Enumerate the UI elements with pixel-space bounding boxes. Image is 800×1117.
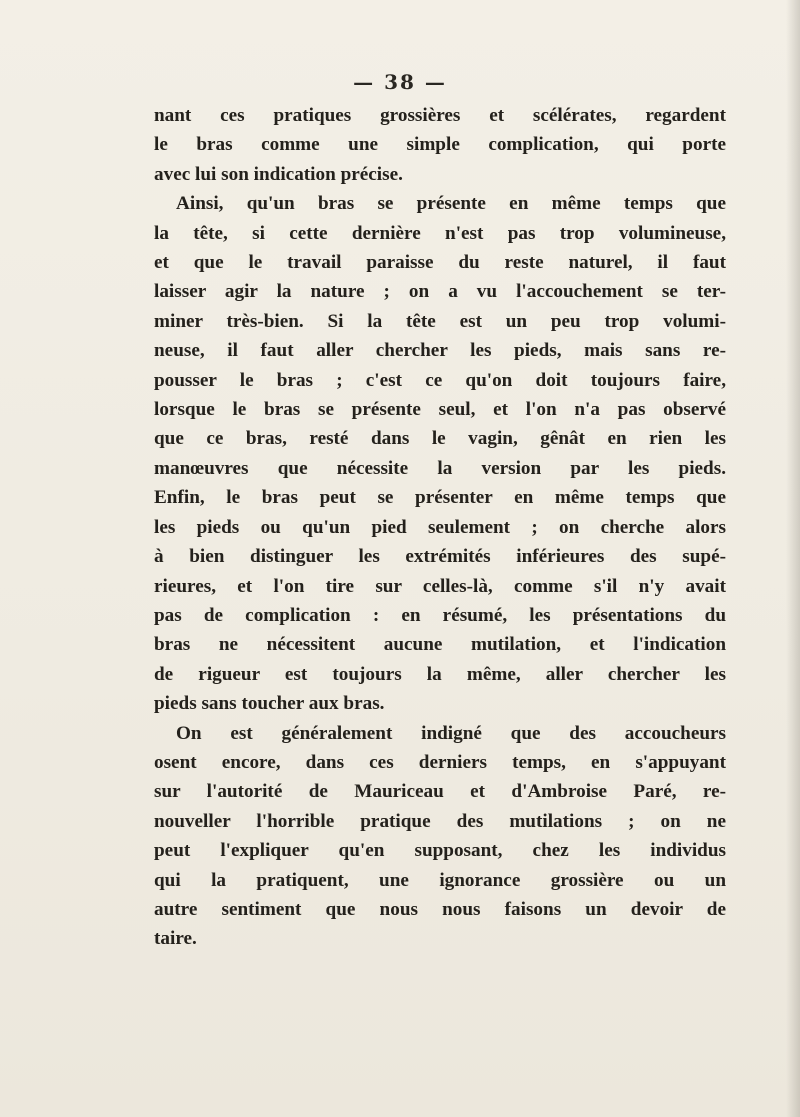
text-line: les pieds ou qu'un pied seulement ; on cherche alors: [154, 516, 726, 538]
text-line: manœuvres que nécessite la version par les pieds.: [154, 457, 726, 479]
text-line: laisser agir la nature ; on a vu l'accouchement se ter-: [154, 281, 726, 303]
text-line: lorsque le bras se présente seul, et l'on n'a pas observé: [154, 399, 726, 421]
text-line: pousser le bras ; c'est ce qu'on doit toujours faire,: [154, 369, 726, 391]
page-number: — 38 —: [353, 70, 447, 94]
text-line: le bras comme une simple complication, qui porte: [154, 134, 726, 156]
text-line: avec lui son indication précise.: [154, 163, 403, 185]
text-line: On est généralement indigné que des accoucheurs: [176, 722, 726, 744]
paragraph-3: [154, 719, 726, 954]
text-line: peut l'expliquer qu'en supposant, chez les individus: [154, 840, 726, 862]
text-line: autre sentiment que nous nous faisons un devoir de: [154, 898, 726, 920]
text-line: à bien distinguer les extrémités inférieures des supé-: [154, 546, 726, 568]
text-line: que ce bras, resté dans le vagin, gênât en rien les: [154, 428, 726, 450]
text-line: taire.: [154, 928, 197, 950]
text-line: sur l'autorité de Mauriceau et d'Ambroise Paré, re-: [154, 781, 726, 803]
paragraph-2: [154, 189, 726, 718]
text-line: pieds sans toucher aux bras.: [154, 693, 385, 715]
text-line: bras ne nécessitent aucune mutilation, et l'indication: [154, 634, 726, 656]
text-line: Enfin, le bras peut se présenter en même temps que: [154, 487, 726, 509]
text-line: qui la pratiquent, une ignorance grossière ou un: [154, 869, 726, 891]
paragraph-1: [154, 101, 726, 189]
text-line: pas de complication : en résumé, les présentations du: [154, 604, 726, 626]
text-line: rieures, et l'on tire sur celles-là, comme s'il n'y avait: [154, 575, 726, 597]
page-edge-shadow: [786, 0, 800, 1117]
text-line: et que le travail paraisse du reste naturel, il faut: [154, 252, 726, 274]
text-line: miner très-bien. Si la tête est un peu trop volumi-: [154, 310, 726, 332]
text-line: nant ces pratiques grossières et scélérates, regardent: [154, 105, 726, 126]
body-text: [154, 101, 726, 954]
text-line: Ainsi, qu'un bras se présente en même temps que: [176, 193, 726, 215]
text-line: osent encore, dans ces derniers temps, en s'appuyant: [154, 751, 726, 773]
text-line: de rigueur est toujours la même, aller chercher les: [154, 663, 726, 685]
text-line: nouveller l'horrible pratique des mutilations ; on ne: [154, 810, 726, 832]
text-line: neuse, il faut aller chercher les pieds, mais sans re-: [154, 340, 726, 362]
text-line: la tête, si cette dernière n'est pas trop volumineuse,: [154, 222, 726, 244]
